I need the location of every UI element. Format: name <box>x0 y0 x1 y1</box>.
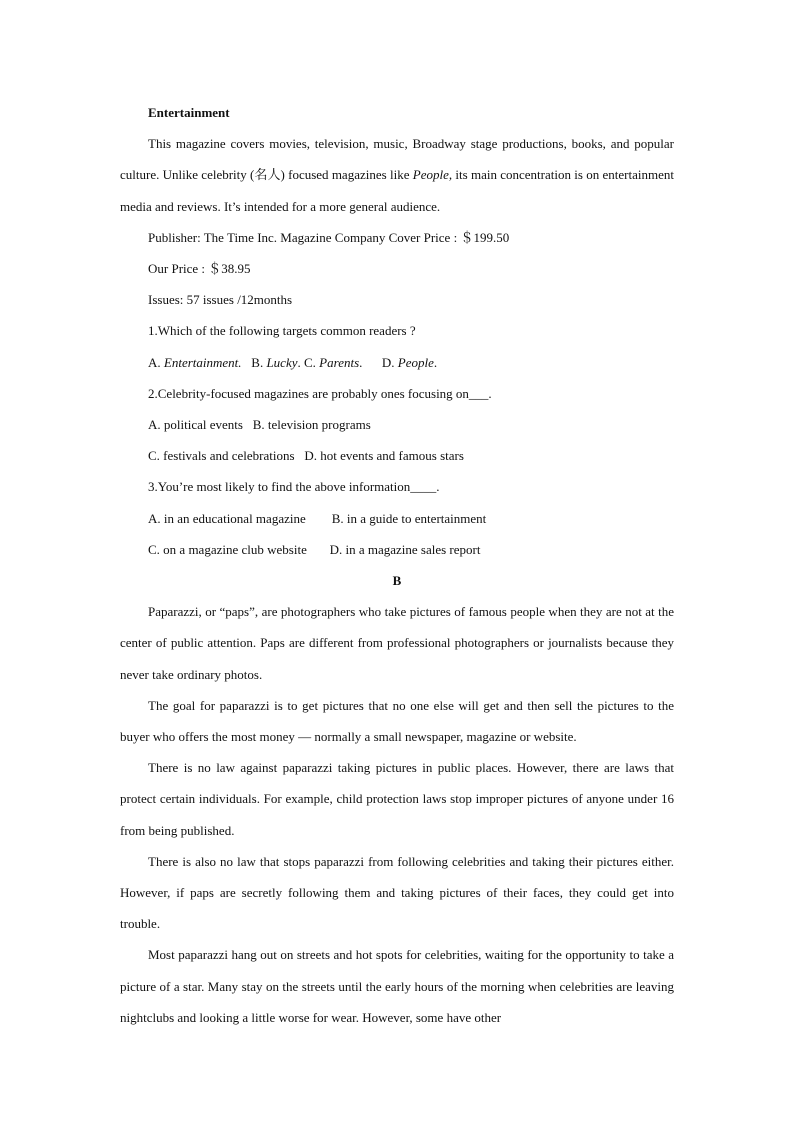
option-b-text: Lucky <box>266 354 298 370</box>
section-b-label: B <box>392 573 402 589</box>
issues-line: Issues: 57 issues /12months <box>148 292 293 308</box>
description-text: This magazine covers movies, television, music, Broadway stage productions, books, and popular culture. Unlike celebrity (名人) focused magazines like <box>120 136 674 183</box>
question-3-options-line-2: C. on a magazine club website D. in a magazine sales report <box>148 541 481 557</box>
description-text-end: its main concentration is on entertainment media and reviews. It’s intended for a more general audience. <box>120 167 674 214</box>
magazine-description <box>120 128 674 222</box>
question-1-options: A. Entertainment. B. Lucky. C. Parents. D. People. <box>148 354 438 370</box>
section-heading: Entertainment <box>148 105 230 120</box>
question-2-options-line-2: C. festivals and celebrations D. hot events and famous stars <box>148 448 464 464</box>
page-content <box>120 97 674 1033</box>
question-3-stem: 3.You’re most likely to find the above information____. <box>148 479 440 495</box>
passage-paragraph: There is no law against paparazzi taking pictures in public places. However, there are laws that protect certain individuals. For example, child protection laws stop improper pictures of anyone under 16 from being published. <box>120 760 674 838</box>
passage-paragraph: There is also no law that stops paparazzi from following celebrities and taking their pictures either. However, if paps are secretly following them and taking pictures of their faces, they could get into trouble. <box>120 853 674 932</box>
question-2-stem: 2.Celebrity-focused magazines are probably ones focusing on___. <box>148 385 492 401</box>
publisher-line: Publisher: The Time Inc. Magazine Company Cover Price : ＄199.50 <box>148 229 510 245</box>
passage-paragraph: The goal for paparazzi is to get pictures that no one else will get and then sell the pictures to the buyer who offers the most money — normally a small newspaper, magazine or website. <box>120 697 674 745</box>
question-2-options-line-1: A. political events B. television programs <box>148 417 371 433</box>
magazine-name-people: People, <box>412 167 453 183</box>
option-c-text: Parents <box>319 354 360 370</box>
question-1-stem: 1.Which of the following targets common readers ? <box>148 323 416 339</box>
passage-paragraph: Most paparazzi hang out on streets and hot spots for celebrities, waiting for the opportunity to take a picture of a star. Many stay on the streets until the early hours of the morning when celebrities are leaving nightclubs and looking a little worse for wear. However, some have other <box>120 947 674 1025</box>
option-d-text: People <box>397 354 434 370</box>
our-price-line: Our Price : ＄38.95 <box>148 261 251 277</box>
question-3-options-line-1: A. in an educational magazine B. in a guide to entertainment <box>148 510 487 526</box>
option-a-text: Entertainment. <box>163 354 242 370</box>
passage-paragraph: Paparazzi, or “paps”, are photographers who take pictures of famous people when they are not at the center of public attention. Paps are different from professional photographers or journalists because they never take ordinary photos. <box>120 604 674 682</box>
